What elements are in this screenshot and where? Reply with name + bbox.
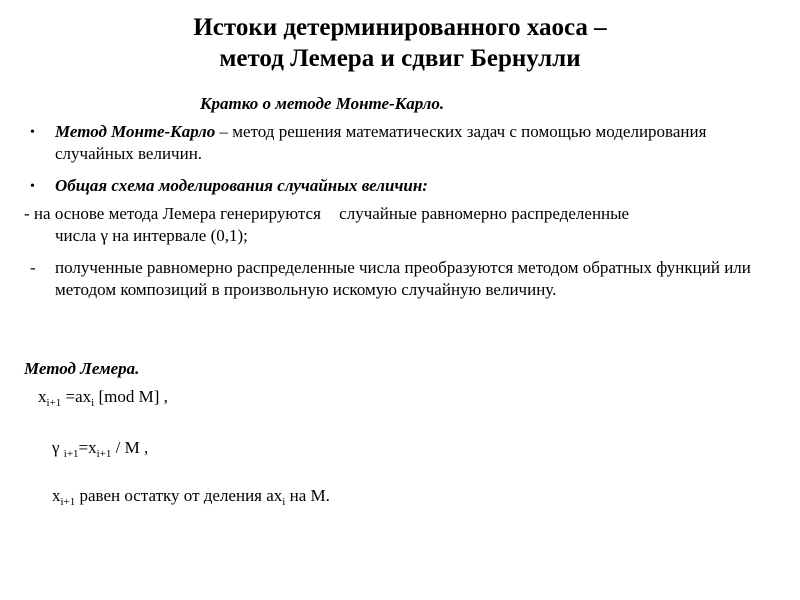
title-line-1: Истоки детерминированного хаоса – (193, 14, 607, 41)
formula-2-rest: / M , (111, 438, 149, 457)
formula-2-gamma: γ (52, 438, 64, 457)
formula-1-x: x (38, 387, 47, 406)
formula-3-sub-1: i+1 (60, 496, 76, 508)
dash-item-1-text-a: на основе метода Лемера генерируются (29, 204, 326, 223)
general-scheme-text: Общая схема моделирования случайных величин: (55, 176, 428, 195)
title-line-2: метод Лемера и сдвиг Бернулли (219, 45, 581, 72)
lehmer-heading (24, 358, 139, 380)
bullet-marker-1: • (30, 125, 35, 140)
dash-item-1-text-b: случайные равномерно распределенные (339, 204, 630, 223)
term-monte-carlo: Метод Монте-Карло (55, 122, 216, 141)
definition-text: – метод решения математических задач с помощью моделирования случайных величин. (55, 122, 707, 163)
formula-1-sub-2: i (91, 397, 95, 409)
formula-3-x: x (52, 486, 61, 505)
formula-3-sub-2: i (282, 496, 286, 508)
formula-3-text: равен остатку от деления ax (75, 486, 283, 505)
formula-1-eq: =ax (61, 387, 92, 406)
formula-3-rest: на M. (285, 486, 330, 505)
dash-marker-1: - (24, 204, 30, 223)
section-subtitle: Кратко о методе Монте-Карло. (200, 94, 445, 113)
formula-recurrence (38, 387, 168, 407)
formula-gamma (52, 438, 148, 458)
dash-item-1-text-c: числа γ на интервале (0,1); (55, 226, 248, 245)
lehmer-heading-text: Метод Лемера. (24, 359, 140, 378)
dash-marker-2: - (30, 258, 36, 277)
formula-2-sub-2: i+1 (96, 448, 112, 460)
bullet-item-general-scheme (55, 175, 755, 197)
formula-remainder (52, 486, 330, 506)
formula-1-rest: [mod M] , (94, 387, 168, 406)
formula-2-eq: =x (78, 438, 97, 457)
page-title (0, 12, 800, 74)
formula-1-sub-1: i+1 (46, 397, 62, 409)
dash-item-1 (24, 203, 764, 247)
formula-2-sub-1: i+1 (63, 448, 79, 460)
bullet-item-monte-carlo (55, 121, 755, 165)
bullet-marker-2: • (30, 179, 35, 194)
dash-item-2-text: полученные равномерно распределенные числа преобразуются методом обратных функций или методом композиций в произвольную искомую случайную величину. (55, 258, 751, 299)
